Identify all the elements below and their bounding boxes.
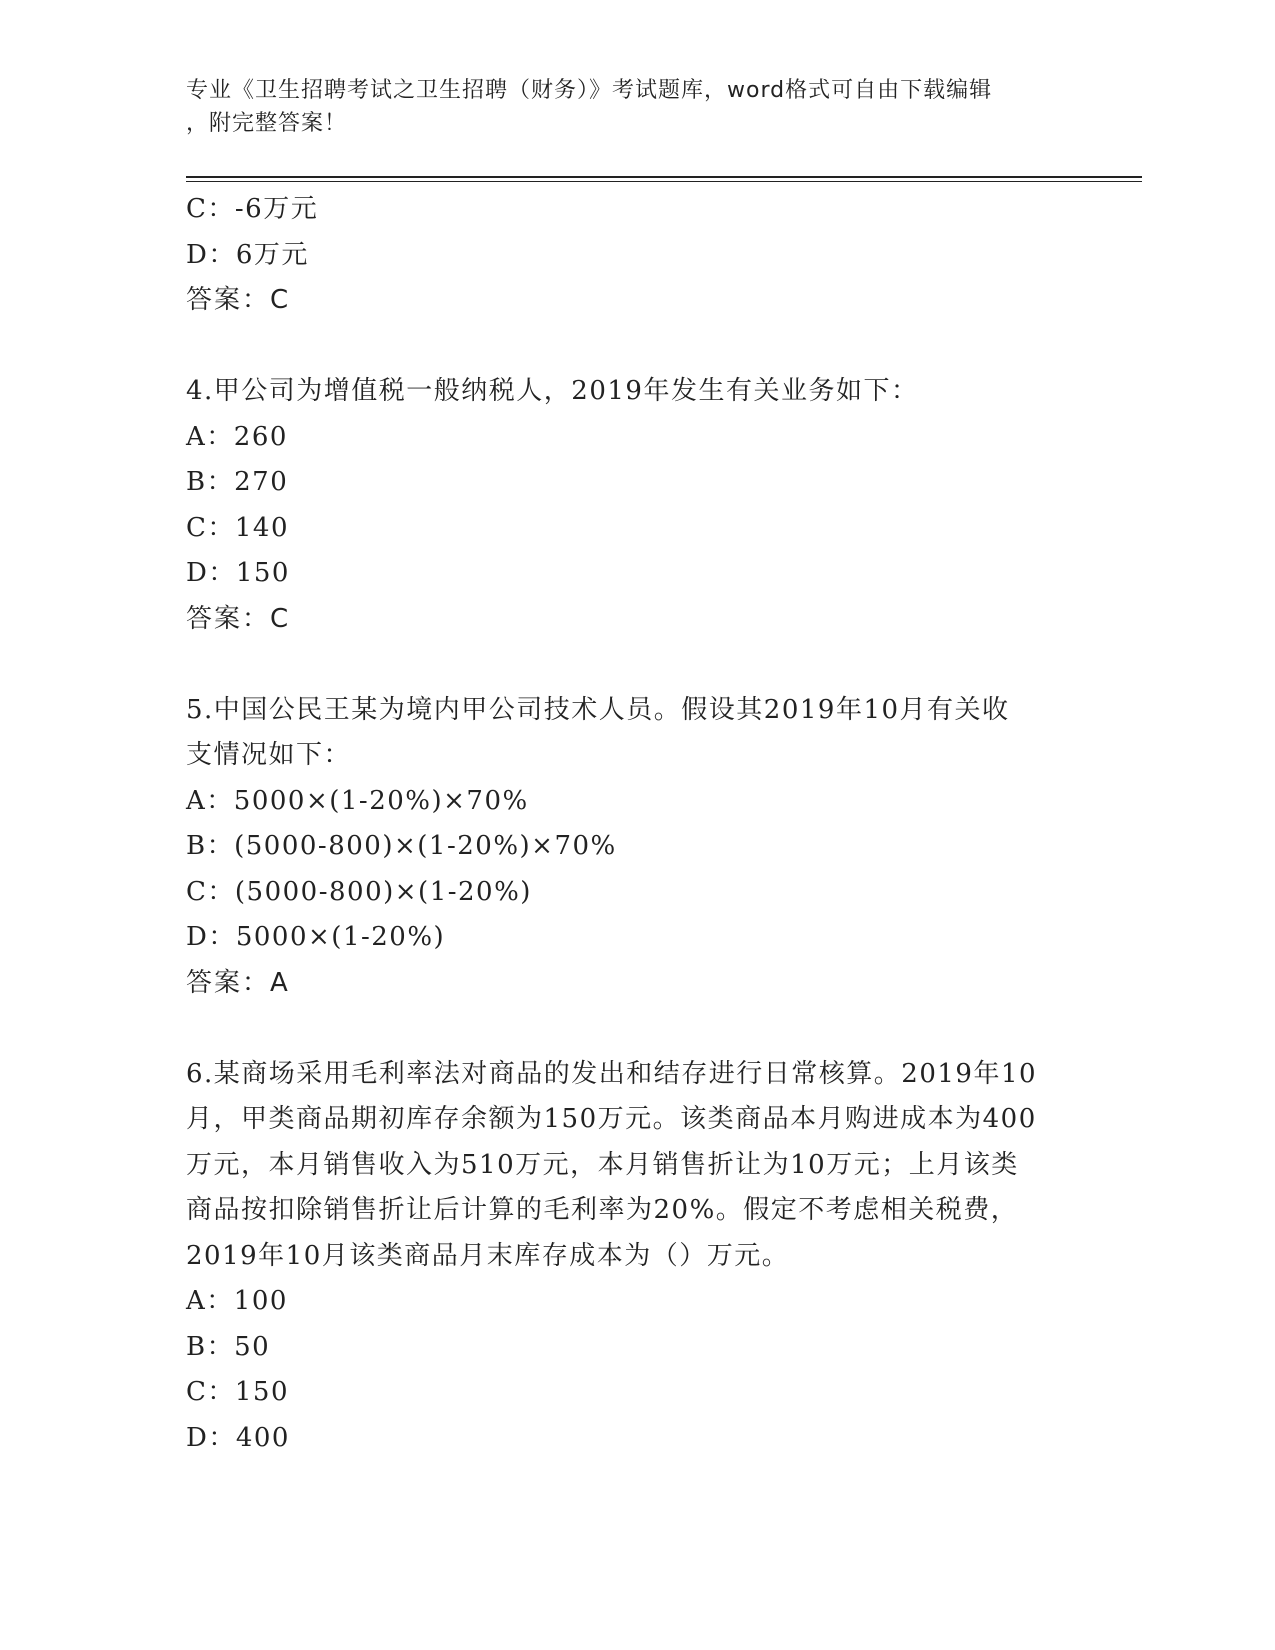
q6-stem-line-2: 月，甲类商品期初库存余额为150万元。该类商品本月购进成本为400: [186, 1104, 1037, 1134]
header-divider-thick: [186, 176, 1142, 178]
header-title-line-2: ，附完整答案！: [186, 111, 348, 136]
page-header: [186, 74, 1086, 140]
q4-option-a: A：260: [186, 421, 288, 452]
q6-stem-line-4: 商品按扣除销售折让后计算的毛利率为20%。假定不考虑相关税费，: [186, 1195, 1019, 1225]
q6-option-a: A：100: [186, 1286, 288, 1316]
spacer: [186, 1006, 1086, 1052]
q5-option-c: C：(5000-800)×(1-20%): [186, 876, 532, 907]
question-4: [186, 369, 1086, 642]
header-title-line-1: 专业《卫生招聘考试之卫生招聘（财务）》考试题库，word格式可自由下载编辑: [186, 78, 993, 103]
spacer: [186, 324, 1086, 370]
q5-stem-line-2: 支情况如下：: [186, 740, 352, 770]
q5-answer: 答案：A: [186, 967, 290, 998]
q6-stem-line-3: 万元，本月销售收入为510万元，本月销售折让为10万元；上月该类: [186, 1149, 1019, 1180]
q4-answer: 答案：C: [186, 603, 291, 634]
header-divider-thin: [186, 181, 1142, 182]
q4-option-b: B：270: [186, 467, 289, 497]
question-list: [186, 187, 1086, 1461]
q3-answer: 答案：C: [186, 285, 291, 315]
q6-stem-line-1: 6.某商场采用毛利率法对商品的发出和结存进行日常核算。2019年10: [186, 1058, 1038, 1089]
question-3-tail: [186, 187, 1086, 324]
q5-option-d: D：5000×(1-20%): [186, 922, 446, 952]
q5-option-a: A：5000×(1-20%)×70%: [186, 785, 529, 816]
question-6: [186, 1052, 1086, 1462]
q5-option-b: B：(5000-800)×(1-20%)×70%: [186, 831, 617, 861]
q6-option-c: C：150: [186, 1377, 290, 1407]
q4-stem: 4.甲公司为增值税一般纳税人，2019年发生有关业务如下：: [186, 376, 919, 406]
q3-option-d: D：6万元: [186, 239, 309, 270]
q6-option-b: B：50: [186, 1331, 271, 1362]
question-5: [186, 688, 1086, 1007]
spacer: [186, 642, 1086, 688]
q3-option-c: C：-6万元: [186, 194, 319, 224]
q6-stem-line-5: 2019年10月该类商品月末库存成本为（）万元。: [186, 1240, 790, 1271]
q4-option-d: D：150: [186, 558, 290, 588]
q5-stem-line-1: 5.中国公民王某为境内甲公司技术人员。假设其2019年10月有关收: [186, 694, 1010, 725]
q4-option-c: C：140: [186, 512, 290, 543]
q6-option-d: D：400: [186, 1422, 290, 1453]
